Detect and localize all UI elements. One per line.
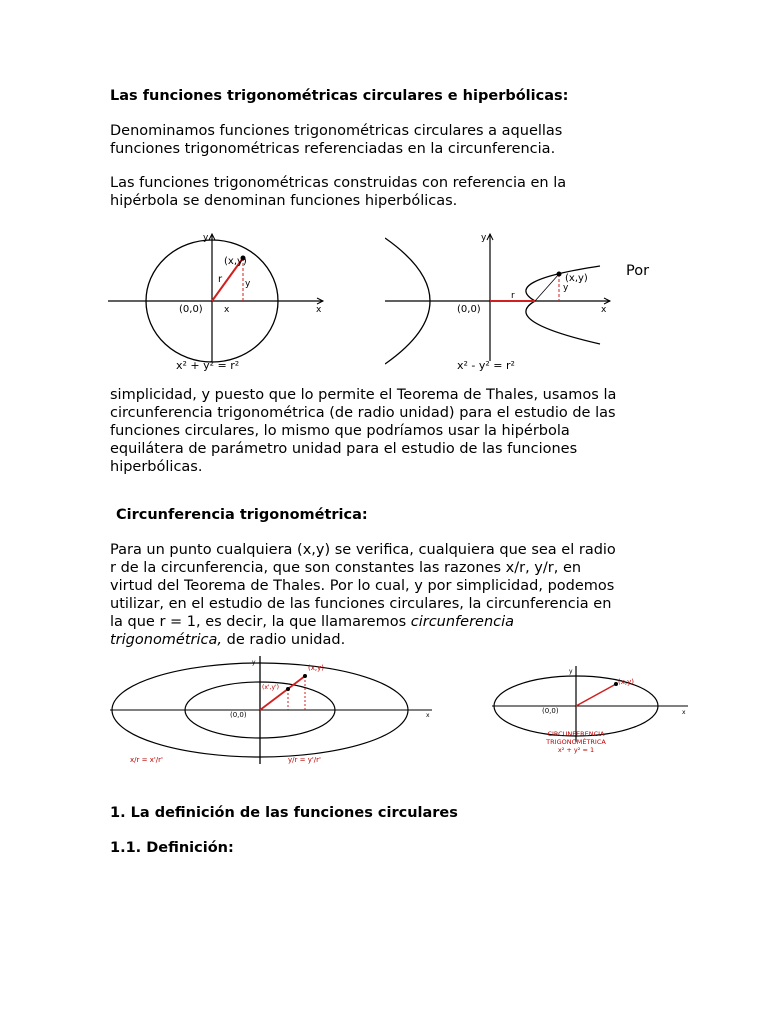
- y-axis-label: y: [481, 233, 487, 243]
- line-6-italic: trigonométrica,: [110, 632, 222, 648]
- point-label: (x,y): [618, 678, 634, 686]
- paragraph-3-line-2: circunferencia trigonométrica (de radio unidad) para el estudio de las: [110, 405, 616, 421]
- point-label: (x,y): [224, 256, 247, 267]
- y-segment-label: y: [563, 283, 569, 293]
- concentric-circles-figure: [110, 654, 440, 766]
- circle-figure: [108, 226, 333, 376]
- paragraph-4-line-6: [110, 631, 345, 649]
- caption-line-1: CIRCUNFERENCIA: [547, 730, 605, 738]
- y-segment-label: y: [245, 279, 251, 289]
- paragraph-4-line-4: utilizar, en el estudio de las funciones circulares, la circunferencia en: [110, 596, 612, 612]
- paragraph-4-line-5: [110, 613, 514, 631]
- origin-label: (0,0): [230, 711, 247, 719]
- side-text-por: Por: [626, 263, 650, 279]
- y-axis-label: y: [569, 668, 573, 675]
- heading-circunferencia: Circunferencia trigonométrica:: [116, 507, 368, 523]
- origin-label: (0,0): [542, 707, 559, 715]
- caption-line-2: TRIGONOMÉTRICA: [546, 738, 606, 746]
- paragraph-4-line-3: virtud del Teorema de Thales. Por lo cual, y por simplicidad, podemos: [110, 578, 615, 594]
- paragraph-1-line-1: Denominamos funciones trigonométricas circulares a aquellas: [110, 123, 563, 139]
- heading-definicion-funciones: 1. La definición de las funciones circulares: [110, 805, 458, 821]
- paragraph-4-line-1: Para un punto cualquiera (x,y) se verifica, cualquiera que sea el radio: [110, 542, 616, 558]
- origin-label: (0,0): [179, 304, 203, 315]
- x-axis-label: x: [426, 712, 430, 719]
- paragraph-2-line-1: Las funciones trigonométricas construidas con referencia en la: [110, 175, 567, 191]
- point-label: (x,y): [565, 273, 588, 284]
- inner-point-label: (x',y'): [262, 684, 279, 691]
- hyperbola-equation: x² - y² = r²: [457, 359, 515, 372]
- line-5-text: la que r = 1, es decir, la que llamaremos: [110, 614, 411, 630]
- unit-radius: [576, 684, 616, 706]
- x-axis-label: x: [682, 709, 686, 716]
- ratio-left: x/r = x'/r': [130, 756, 163, 764]
- outer-point-label: (x,y): [308, 664, 324, 672]
- y-axis-label: y: [252, 659, 256, 666]
- caption-equation: x² + y² = 1: [557, 746, 595, 754]
- paragraph-4-line-2: r de la circunferencia, que son constantes las razones x/r, y/r, en: [110, 560, 582, 576]
- line-5-italic: circunferencia: [410, 614, 515, 630]
- unit-circle-figure: [492, 664, 692, 756]
- paragraph-3-line-4: equilátera de parámetro unidad para el estudio de las funciones: [110, 441, 578, 457]
- circle-equation: x² + y² = r²: [176, 359, 240, 372]
- x-axis-label: x: [316, 305, 322, 315]
- x-segment-label: x: [224, 305, 230, 315]
- hyperbola-right-branch: [526, 266, 600, 344]
- paragraph-3-line-3: funciones circulares, lo mismo que podríamos usar la hipérbola: [110, 423, 570, 439]
- paragraph-3-line-1: simplicidad, y puesto que lo permite el Teorema de Thales, usamos la: [110, 387, 617, 403]
- paragraph-3-line-5: hiperbólicas.: [110, 459, 203, 475]
- paragraph-2-line-2: hipérbola se denominan funciones hiperbólicas.: [110, 193, 458, 209]
- paragraph-1-line-2: funciones trigonométricas referenciadas en la circunferencia.: [110, 141, 556, 157]
- x-axis-label: x: [601, 305, 607, 315]
- ratio-right: y/r = y'/r': [288, 756, 321, 764]
- hyperbola-figure: [385, 226, 615, 376]
- origin-label: (0,0): [457, 304, 481, 315]
- y-axis-label: y: [203, 233, 209, 243]
- heading-main: Las funciones trigonométricas circulares e hiperbólicas:: [110, 88, 569, 104]
- heading-definicion: 1.1. Definición:: [110, 840, 234, 856]
- r-label: r: [511, 291, 515, 301]
- line-6-text: de radio unidad.: [222, 632, 346, 648]
- r-label: r: [218, 274, 223, 285]
- outer-radius: [260, 676, 305, 710]
